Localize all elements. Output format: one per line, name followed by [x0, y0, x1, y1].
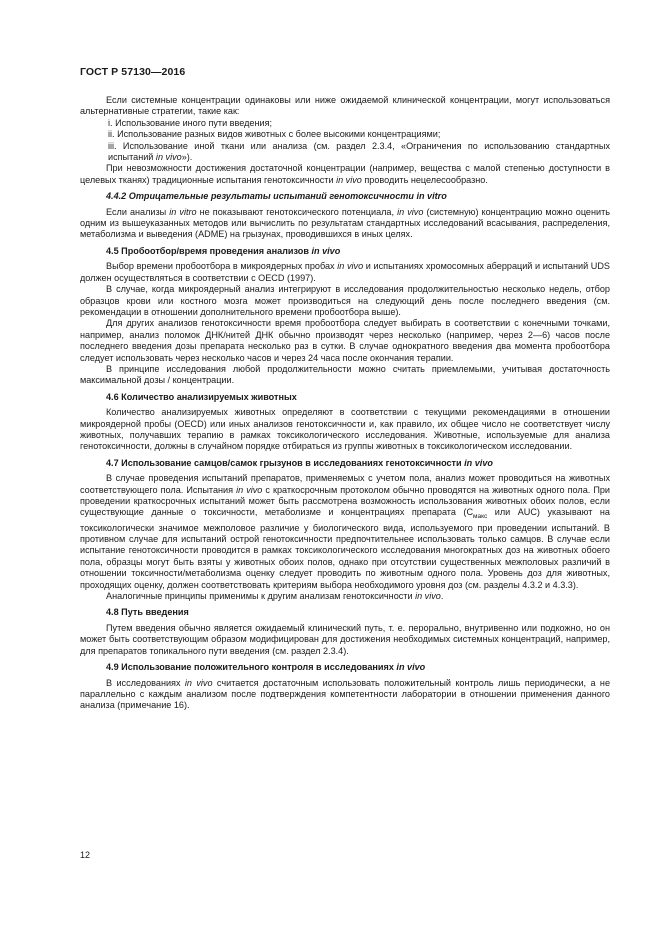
paragraph-text: В случае проведения испытаний препаратов, применяемых с учетом пола, анализ может проводиться на животных соответствующего пола. Испытания in vivo с краткосрочным протоколом обычно проводятся на животных одного пола. При проведении краткосрочных испытаний может быть рассмотрена возможность использования животных обоих полов, если существующие данные о токсичности, метаболизме и концентрациях препарата (C: [80, 473, 610, 518]
paragraph: Если анализы in vitro не показывают генотоксического потенциала, in vivo (системную) концентрацию можно оценить одним из вышеуказанных методов или вычислить по результатам стандартных исследований всасывания, распределения, метаболизма и выведения (ADME) на грызунах, проводившихся в иных целях.: [80, 206, 610, 240]
paragraph: Аналогичные принципы применимы к другим анализам генотоксичности in vivo.: [106, 591, 444, 602]
paragraph: Для других анализов генотоксичности время пробоотбора следует выбирать в соответствии с конечными точками, например, анализ поломок ДНК/нитей ДНК обычно производят через несколько (например, через 2—6) часов после последнего введения дозы препарата несколько раз в сутки. В случае однократного введения два момента пробоотбора следует использовать через несколько часов и через 24 часа после окончания терапии.: [80, 318, 610, 363]
section-heading-4-5: 4.5 Пробоотбор/время проведения анализов in vivo: [106, 245, 341, 256]
list-item: ii. Использование разных видов животных с более высокими концентрациями;: [108, 129, 441, 140]
section-heading-4-4-2: 4.4.2 Отрицательные результаты испытаний генотоксичности in vitro: [106, 191, 447, 202]
section-heading-4-9: 4.9 Использование положительного контроля в исследованиях in vivo: [106, 662, 426, 673]
paragraph: Выбор времени пробоотбора в микроядерных пробах in vivo и испытаниях хромосомных аберраций и испытаний UDS должен осуществляться в соответствии с OECD (1997).: [80, 261, 610, 283]
paragraph: В исследованиях in vivo считается достаточным использовать положительный контроль лишь периодически, а не параллельно с каждым анализом после подтверждения компетентности лаборатории в отношении применения данного анализа (примечание 16).: [80, 677, 610, 711]
list-item: i. Использование иного пути введения;: [108, 117, 273, 128]
section-heading-4-6: 4.6 Количество анализируемых животных: [106, 391, 297, 402]
list-item: iii. Использование иной ткани или анализа (см. раздел 2.3.4, «Ограничения по использованию стандартных испытаний in vivo»).: [108, 140, 610, 163]
paragraph: В принципе исследования любой продолжительности можно считать приемлемыми, учитывая достаточность максимальной дозы / концентрации.: [80, 363, 610, 386]
paragraph-text: или AUC) указывают на токсикологически значимое межполовое различие у биологического вида, используемого при проведении испытаний. В противном случае для испытаний острой генотоксичности предпочтительнее использовать только самцов. В случае если испытание генотоксичности проводится в рамках токсикологического исследования многократных доз на животных обоего пола, образцы могут быть взяты у животных обоих полов, однако при отсутствии существенных межполовых различий в отношении токсичности/метаболизма оценку следует проводить по животным одного пола. Уровень доз для животных, проходящих оценку, должен соответствовать критериям выбора необходимого уровня доз (см. разделы 4.3.2 и 4.3.3).: [80, 507, 610, 590]
document-body: [80, 95, 610, 712]
paragraph: При невозможности достижения достаточной концентрации (например, вещества с малой степенью доступности в целевых тканях) традиционные испытания генотоксичности in vivo проводить нецелесообразно.: [80, 163, 610, 185]
section-heading-4-8: 4.8 Путь введения: [106, 607, 189, 618]
paragraph: Количество анализируемых животных определяют в соответствии с текущими рекомендациями в отношении микроядерной пробы (OECD) или иных анализов генотоксичности и, как правило, их общее число не соответствует числу животных, получавших терапию в рамках токсикологического исследования. Животные, используемые для анализа генотоксичности, должны в случайном порядке отбираться из группы животных в токсикологическом исследовании.: [80, 407, 610, 452]
paragraph: Путем введения обычно является ожидаемый клинический путь, т. е. перорально, внутривенно или подкожно, но он может быть соответствующим образом модифицирован для достижения необходимых системных концентраций, например, для препаратов топикального пути введения (см. раздел 2.3.4).: [80, 622, 610, 656]
paragraph: Если системные концентрации одинаковы или ниже ожидаемой клинической концентрации, могут использоваться альтернативные стратегии, такие как:: [80, 95, 610, 117]
standard-header: ГОСТ Р 57130—2016: [80, 66, 186, 78]
subscript-max: макс: [473, 513, 488, 521]
page-number: 12: [80, 850, 91, 860]
paragraph: [80, 473, 610, 591]
paragraph: В случае, когда микроядерный анализ интегрируют в исследования продолжительностью несколько недель, отбор образцов крови или костного мозга может производиться на следующий день после последнего введения (см. рекомендации в отношении дополнительного времени пробоотбора выше).: [80, 284, 610, 317]
section-heading-4-7: 4.7 Использование самцов/самок грызунов в исследованиях генотоксичности in vivo: [106, 457, 493, 468]
